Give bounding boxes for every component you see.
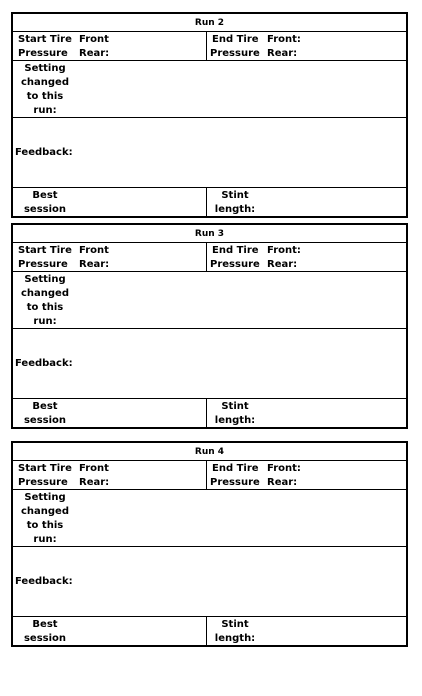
stint-length-label: Stint: [221, 401, 249, 412]
setting-label: to this: [26, 520, 64, 531]
end-pressure-label: Pressure: [210, 48, 260, 59]
end-tire-label: End Tire: [212, 245, 259, 256]
end-rear-field[interactable]: Rear:: [267, 259, 298, 270]
end-front-field[interactable]: Front:: [267, 34, 301, 45]
run-card: [11, 12, 408, 218]
feedback-row[interactable]: [13, 547, 406, 617]
feedback-label: Feedback:: [15, 147, 73, 158]
stint-length-label: length:: [214, 204, 256, 215]
session-row: [13, 399, 406, 427]
stint-length-label: Stint: [221, 190, 249, 201]
start-tire-label: Start Tire: [18, 245, 72, 256]
feedback-row[interactable]: [13, 118, 406, 188]
setting-label: changed: [20, 506, 69, 517]
end-pressure-label: Pressure: [210, 259, 260, 270]
stint-length-label: length:: [214, 633, 256, 644]
session-row: [13, 617, 406, 645]
setting-changed-row[interactable]: [13, 272, 406, 329]
setting-label: changed: [20, 77, 69, 88]
end-tire-label: End Tire: [212, 34, 259, 45]
start-tire-label: Start Tire: [18, 34, 72, 45]
setting-label: to this: [26, 91, 64, 102]
start-front-field[interactable]: Front: [79, 245, 109, 256]
feedback-label: Feedback:: [15, 576, 73, 587]
start-rear-field[interactable]: Rear:: [79, 259, 110, 270]
stint-length-label: length:: [214, 415, 256, 426]
tire-pressure-row: [13, 32, 406, 61]
best-session-label: Best: [32, 190, 58, 201]
setting-label: run:: [33, 316, 57, 327]
start-pressure-label: Pressure: [18, 48, 68, 59]
best-session-label: Best: [32, 619, 58, 630]
stint-length-label: Stint: [221, 619, 249, 630]
feedback-row[interactable]: [13, 329, 406, 399]
start-rear-field[interactable]: Rear:: [79, 48, 110, 59]
start-rear-field[interactable]: Rear:: [79, 477, 110, 488]
setting-label: Setting: [24, 492, 66, 503]
setting-label: to this: [26, 302, 64, 313]
start-front-field[interactable]: Front: [79, 463, 109, 474]
end-rear-field[interactable]: Rear:: [267, 477, 298, 488]
run-card: [11, 441, 408, 647]
start-pressure-label: Pressure: [18, 259, 68, 270]
end-pressure-label: Pressure: [210, 477, 260, 488]
session-row: [13, 188, 406, 216]
run-title: Run 4: [13, 443, 406, 461]
end-rear-field[interactable]: Rear:: [267, 48, 298, 59]
run-title: Run 3: [13, 225, 406, 243]
start-pressure-label: Pressure: [18, 477, 68, 488]
setting-label: changed: [20, 288, 69, 299]
setting-label: Setting: [24, 274, 66, 285]
start-front-field[interactable]: Front: [79, 34, 109, 45]
setting-changed-row[interactable]: [13, 61, 406, 118]
feedback-label: Feedback:: [15, 358, 73, 369]
setting-label: run:: [33, 534, 57, 545]
start-tire-label: Start Tire: [18, 463, 72, 474]
setting-label: Setting: [24, 63, 66, 74]
best-session-label: session: [23, 633, 67, 644]
best-session-label: Best: [32, 401, 58, 412]
run-card: [11, 223, 408, 429]
best-session-label: session: [23, 415, 67, 426]
end-front-field[interactable]: Front:: [267, 463, 301, 474]
run-title: Run 2: [13, 14, 406, 32]
tire-pressure-row: [13, 461, 406, 490]
setting-label: run:: [33, 105, 57, 116]
end-tire-label: End Tire: [212, 463, 259, 474]
setting-changed-row[interactable]: [13, 490, 406, 547]
tire-pressure-row: [13, 243, 406, 272]
end-front-field[interactable]: Front:: [267, 245, 301, 256]
best-session-label: session: [23, 204, 67, 215]
